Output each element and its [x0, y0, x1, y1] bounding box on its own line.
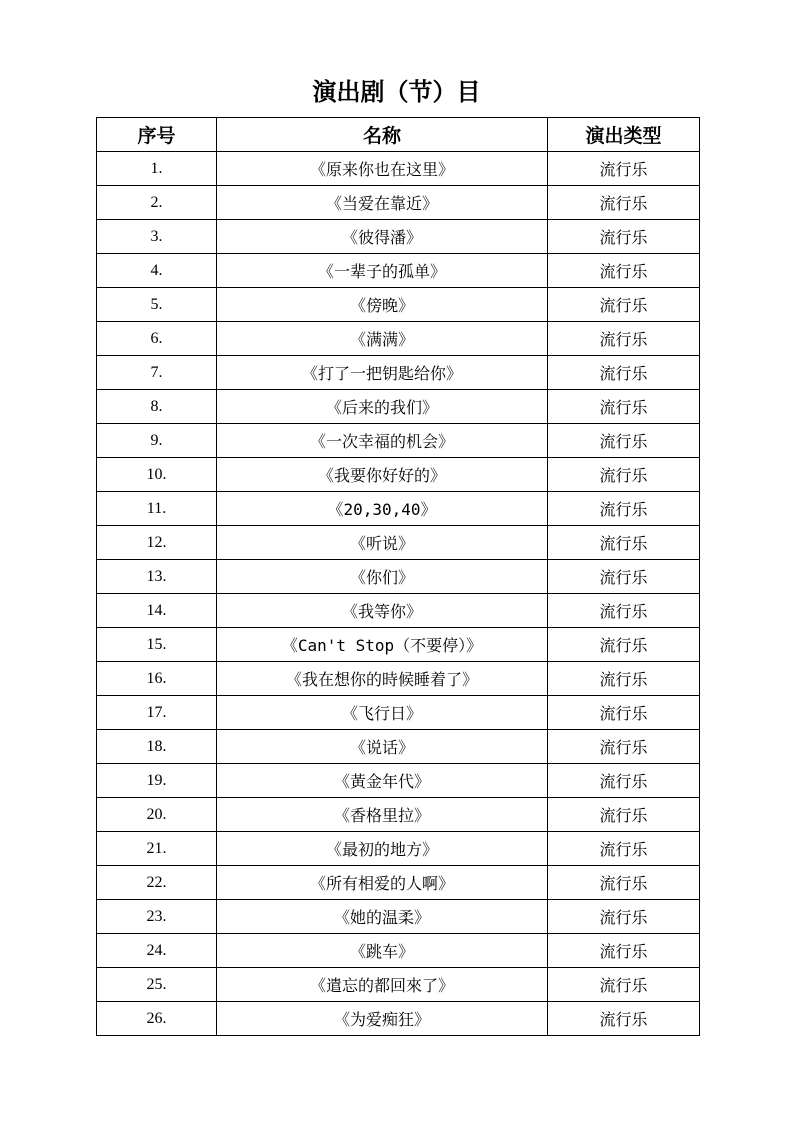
table-row: [97, 254, 700, 288]
row-number: 17.: [97, 696, 217, 730]
row-number: 16.: [97, 662, 217, 696]
program-name: 《20,30,40》: [217, 492, 548, 526]
table-row: [97, 798, 700, 832]
table-row: [97, 730, 700, 764]
row-number: 22.: [97, 866, 217, 900]
program-name: 《傍晚》: [217, 288, 548, 322]
row-number: 4.: [97, 254, 217, 288]
program-name: 《原来你也在这里》: [217, 152, 548, 186]
page-title: 演出剧（节）目: [312, 77, 481, 106]
program-name: 《为爱痴狂》: [217, 1002, 548, 1036]
performance-type: 流行乐: [548, 866, 700, 900]
table-row: [97, 968, 700, 1002]
row-number: 19.: [97, 764, 217, 798]
program-name: 《听说》: [217, 526, 548, 560]
table-row: [97, 560, 700, 594]
program-name: 《我要你好好的》: [217, 458, 548, 492]
program-name: 《跳车》: [217, 934, 548, 968]
table-row: [97, 764, 700, 798]
performance-type: 流行乐: [548, 152, 700, 186]
row-number: 10.: [97, 458, 217, 492]
performance-type: 流行乐: [548, 662, 700, 696]
performance-type: 流行乐: [548, 254, 700, 288]
row-number: 1.: [97, 152, 217, 186]
row-number: 12.: [97, 526, 217, 560]
table-row: [97, 152, 700, 186]
table-row: [97, 1002, 700, 1036]
row-number: 11.: [97, 492, 217, 526]
table-row: [97, 356, 700, 390]
program-name: 《最初的地方》: [217, 832, 548, 866]
table-row: [97, 390, 700, 424]
header-type: 演出类型: [548, 118, 700, 152]
row-number: 5.: [97, 288, 217, 322]
header-name: 名称: [217, 118, 548, 152]
performance-type: 流行乐: [548, 628, 700, 662]
performance-type: 流行乐: [548, 934, 700, 968]
performance-type: 流行乐: [548, 968, 700, 1002]
performance-type: 流行乐: [548, 492, 700, 526]
row-number: 7.: [97, 356, 217, 390]
performance-type: 流行乐: [548, 764, 700, 798]
table-row: [97, 458, 700, 492]
header-no: 序号: [97, 118, 217, 152]
program-name: 《我在想你的時候睡着了》: [217, 662, 548, 696]
performance-type: 流行乐: [548, 900, 700, 934]
row-number: 25.: [97, 968, 217, 1002]
table-row: [97, 186, 700, 220]
performance-type: 流行乐: [548, 424, 700, 458]
table-row: [97, 594, 700, 628]
table-row: [97, 934, 700, 968]
program-name: 《说话》: [217, 730, 548, 764]
program-name: 《满满》: [217, 322, 548, 356]
program-name: 《所有相爱的人啊》: [217, 866, 548, 900]
performance-type: 流行乐: [548, 186, 700, 220]
row-number: 23.: [97, 900, 217, 934]
program-name: 《她的温柔》: [217, 900, 548, 934]
table-row: [97, 424, 700, 458]
program-name: 《我等你》: [217, 594, 548, 628]
program-name: 《打了一把钥匙给你》: [217, 356, 548, 390]
row-number: 3.: [97, 220, 217, 254]
table-row: [97, 322, 700, 356]
table-row: [97, 288, 700, 322]
performance-type: 流行乐: [548, 798, 700, 832]
row-number: 9.: [97, 424, 217, 458]
row-number: 20.: [97, 798, 217, 832]
row-number: 21.: [97, 832, 217, 866]
program-name: 《当爱在靠近》: [217, 186, 548, 220]
table-row: [97, 662, 700, 696]
performance-type: 流行乐: [548, 832, 700, 866]
table-row: [97, 526, 700, 560]
table-row: [97, 220, 700, 254]
row-number: 6.: [97, 322, 217, 356]
table-body: [97, 152, 700, 1036]
performance-type: 流行乐: [548, 730, 700, 764]
program-table: [96, 117, 700, 1036]
row-number: 15.: [97, 628, 217, 662]
row-number: 2.: [97, 186, 217, 220]
program-name: 《Can't Stop（不要停）》: [217, 628, 548, 662]
row-number: 24.: [97, 934, 217, 968]
program-name: 《后来的我们》: [217, 390, 548, 424]
performance-type: 流行乐: [548, 458, 700, 492]
performance-type: 流行乐: [548, 356, 700, 390]
program-name: 《飞行日》: [217, 696, 548, 730]
performance-type: 流行乐: [548, 390, 700, 424]
row-number: 8.: [97, 390, 217, 424]
row-number: 13.: [97, 560, 217, 594]
table-row: [97, 492, 700, 526]
performance-type: 流行乐: [548, 526, 700, 560]
performance-type: 流行乐: [548, 696, 700, 730]
table-row: [97, 628, 700, 662]
program-name: 《一次幸福的机会》: [217, 424, 548, 458]
performance-type: 流行乐: [548, 288, 700, 322]
row-number: 14.: [97, 594, 217, 628]
performance-type: 流行乐: [548, 594, 700, 628]
table-row: [97, 696, 700, 730]
table-header-row: [97, 118, 700, 152]
program-name: 《一辈子的孤单》: [217, 254, 548, 288]
table-row: [97, 866, 700, 900]
table-row: [97, 900, 700, 934]
row-number: 18.: [97, 730, 217, 764]
program-name: 《遣忘的都回來了》: [217, 968, 548, 1002]
program-name: 《你们》: [217, 560, 548, 594]
performance-type: 流行乐: [548, 1002, 700, 1036]
performance-type: 流行乐: [548, 220, 700, 254]
table-row: [97, 832, 700, 866]
program-name: 《香格里拉》: [217, 798, 548, 832]
performance-type: 流行乐: [548, 322, 700, 356]
program-name: 《彼得潘》: [217, 220, 548, 254]
performance-type: 流行乐: [548, 560, 700, 594]
row-number: 26.: [97, 1002, 217, 1036]
program-name: 《黃金年代》: [217, 764, 548, 798]
